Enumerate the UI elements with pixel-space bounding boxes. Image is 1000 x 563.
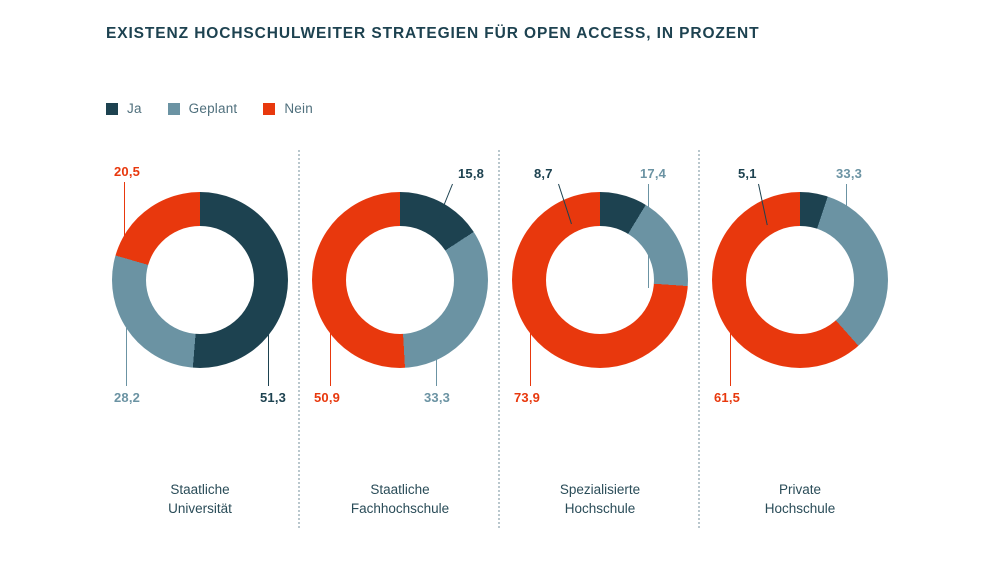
category-label-4-line1: Private: [778, 482, 822, 497]
category-label-3-line1: Spezialisierte: [559, 482, 641, 497]
donut-wrap-1: [112, 192, 288, 368]
category-label-2-line1: Staatliche: [370, 482, 430, 497]
donut-chart-1: [112, 192, 288, 368]
legend-label-nein: Nein: [284, 101, 313, 116]
value-nein-2: 50,9: [314, 390, 341, 405]
value-ja-4: 5,1: [738, 166, 757, 181]
donut-chart-3: [512, 192, 688, 368]
leader-geplant-3: [648, 184, 649, 288]
donut-panel-private-hochschule: [700, 150, 900, 540]
leader-nein-1: [124, 182, 125, 248]
donut-wrap-4: [712, 192, 888, 368]
leader-nein-2: [330, 328, 331, 386]
leader-ja-1: [268, 320, 269, 386]
value-geplant-3: 17,4: [640, 166, 667, 181]
value-nein-4: 61,5: [714, 390, 741, 405]
chart-legend: [106, 101, 313, 116]
category-label-2-line2: Fachhochschule: [350, 501, 450, 516]
legend-swatch-geplant: [168, 103, 180, 115]
category-label-3: [500, 480, 700, 518]
legend-item-geplant: [168, 101, 238, 116]
value-nein-3: 73,9: [514, 390, 541, 405]
donut-panel-staatliche-universitaet: [100, 150, 300, 540]
donut-wrap-3: [512, 192, 688, 368]
category-label-2: [300, 480, 500, 518]
donut-panel-staatliche-fachhochschule: [300, 150, 500, 540]
value-ja-2: 15,8: [458, 166, 485, 181]
category-label-1-line2: Universität: [168, 501, 232, 516]
value-ja-1: 51,3: [260, 390, 287, 405]
legend-item-nein: [263, 101, 313, 116]
value-nein-1: 20,5: [114, 164, 141, 179]
value-geplant-2: 33,3: [424, 390, 451, 405]
leader-nein-4: [730, 328, 731, 386]
leader-geplant-4: [846, 184, 847, 246]
value-geplant-4: 33,3: [836, 166, 863, 181]
donut-wrap-2: [312, 192, 488, 368]
donut-chart-group: [0, 150, 1000, 540]
legend-label-ja: Ja: [127, 101, 142, 116]
leader-geplant-2: [436, 340, 437, 386]
legend-swatch-ja: [106, 103, 118, 115]
category-label-1-line1: Staatliche: [170, 482, 230, 497]
leader-geplant-1: [126, 328, 127, 386]
value-geplant-1: 28,2: [114, 390, 141, 405]
donut-chart-2: [312, 192, 488, 368]
category-label-3-line2: Hochschule: [564, 501, 636, 516]
category-label-4-line2: Hochschule: [764, 501, 836, 516]
legend-item-ja: [106, 101, 142, 116]
legend-label-geplant: Geplant: [188, 101, 238, 116]
donut-chart-4: [712, 192, 888, 368]
page-title: EXISTENZ HOCHSCHULWEITER STRATEGIEN FÜR OPEN ACCESS, IN PROZENT: [106, 25, 760, 42]
category-label-1: [100, 480, 300, 518]
leader-nein-3: [530, 328, 531, 386]
category-label-4: [700, 480, 900, 518]
donut-panel-spezialisierte-hochschule: [500, 150, 700, 540]
value-ja-3: 8,7: [534, 166, 553, 181]
legend-swatch-nein: [263, 103, 275, 115]
